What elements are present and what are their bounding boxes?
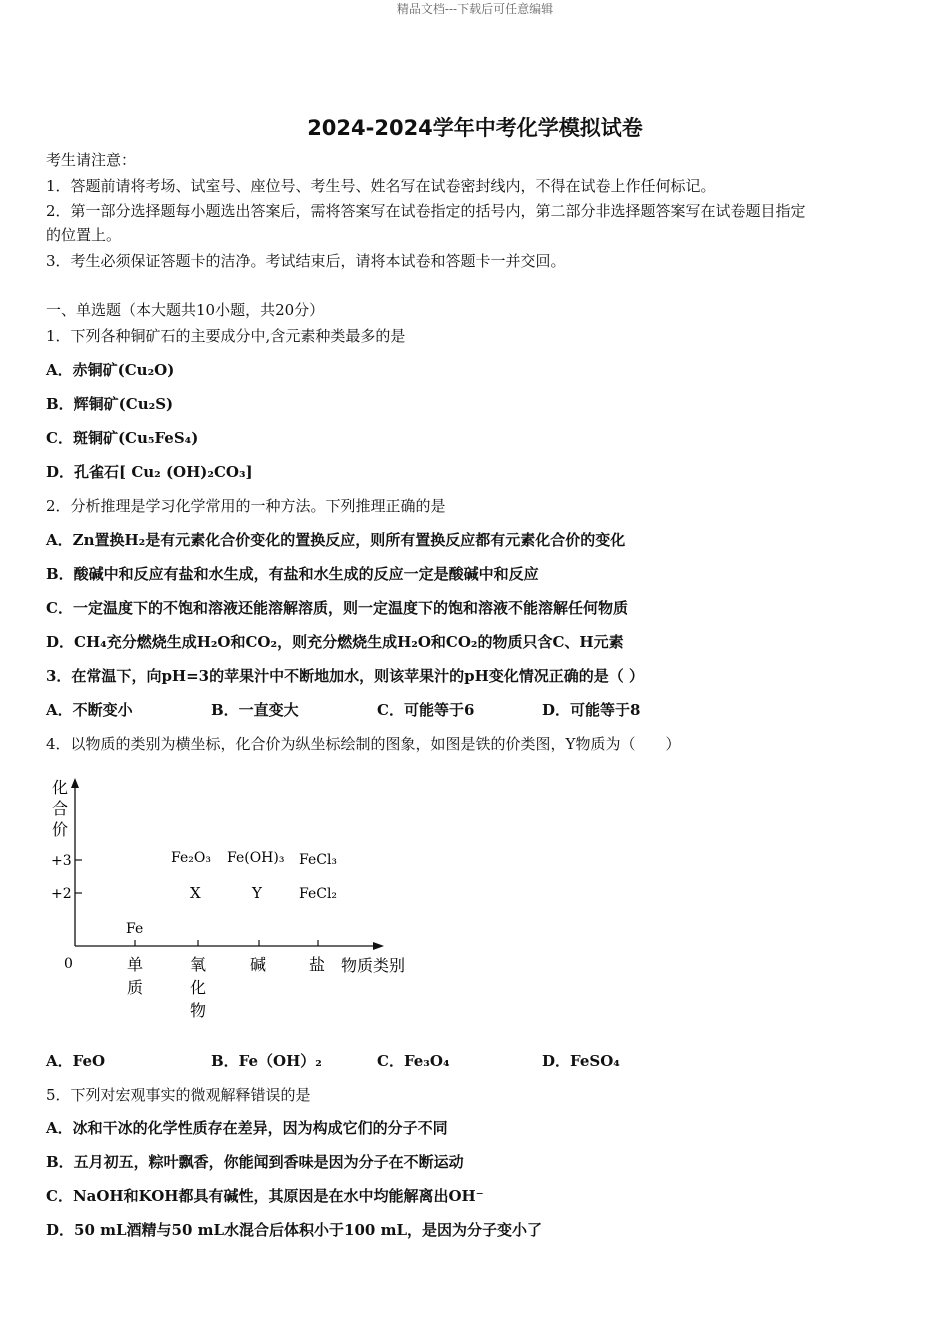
option-b: B．酸碱中和反应有盐和水生成，有盐和水生成的反应一定是酸碱中和反应 <box>46 565 539 583</box>
option-a: A．FeO <box>46 1052 106 1070</box>
question-stem: 4．以物质的类别为横坐标，化合价为纵坐标绘制的图象，如图是铁的价类图，Y物质为（ ） <box>46 735 681 753</box>
option-d: D．50 mL酒精与50 mL水混合后体积小于100 mL，是因为分子变小了 <box>46 1221 542 1239</box>
x-axis-label: 物质类别 <box>341 956 406 975</box>
notice-heading: 考生请注意： <box>46 151 137 169</box>
section-heading: 一、单选题（本大题共10小题，共20分） <box>46 301 325 319</box>
cell-fe: Fe <box>126 921 144 937</box>
option-d: D．可能等于8 <box>542 701 641 719</box>
option-b: B．五月初五，粽叶飘香，你能闻到香味是因为分子在不断运动 <box>46 1153 464 1171</box>
y-axis-arrow <box>71 778 79 788</box>
x-cat-char: 碱 <box>250 955 267 974</box>
cell-feoh3: Fe(OH)₃ <box>227 850 285 866</box>
y-label-char: 合 <box>52 799 69 818</box>
x-cat-char: 单 <box>127 955 144 974</box>
y-label-char: 化 <box>52 778 69 797</box>
cell-fecl2: FeCl₂ <box>299 886 338 902</box>
y-label-char: 价 <box>52 820 69 839</box>
question-stem: 5．下列对宏观事实的微观解释错误的是 <box>46 1086 311 1104</box>
option-d: D．CH₄充分燃烧生成H₂O和CO₂，则充分燃烧生成H₂O和CO₂的物质只含C、H元素 <box>46 633 624 651</box>
page-header: 精品文档---下载后可任意编辑 <box>396 2 554 16</box>
option-b: B．Fe（OH）₂ <box>211 1052 322 1070</box>
y-tick-label: +2 <box>51 886 72 902</box>
notice-item: 3．考生必须保证答题卡的洁净。考试结束后，请将本试卷和答题卡一并交回。 <box>46 252 566 270</box>
cell-y: Y <box>252 884 262 902</box>
x-axis-arrow <box>373 942 384 950</box>
origin-label: 0 <box>64 956 73 972</box>
notice-item: 2．第一部分选择题每小题选出答案后，需将答案写在试卷指定的括号内，第二部分非选择题答案写在试卷题目指定 <box>46 202 806 220</box>
cell-fe2o3: Fe₂O₃ <box>171 850 211 866</box>
x-cat-char: 化 <box>190 978 207 997</box>
option-b: B．辉铜矿(Cu₂S) <box>46 395 174 413</box>
option-d: D．FeSO₄ <box>542 1052 620 1070</box>
option-a: A．赤铜矿(Cu₂O) <box>46 361 175 379</box>
option-c: C．NaOH和KOH都具有碱性，其原因是在水中均能解离出OH⁻ <box>46 1187 484 1205</box>
option-b: B．一直变大 <box>211 701 299 719</box>
option-c: C．Fe₃O₄ <box>377 1052 450 1070</box>
x-cat-char: 物 <box>190 1001 207 1020</box>
notice-item: 1．答题前请将考场、试室号、座位号、考生号、姓名写在试卷密封线内，不得在试卷上作任何标记。 <box>46 177 716 195</box>
option-c: C．一定温度下的不饱和溶液还能溶解溶质，则一定温度下的饱和溶液不能溶解任何物质 <box>46 599 628 617</box>
x-cat-char: 氧 <box>190 955 207 974</box>
question-stem: 3．在常温下，向pH=3的苹果汁中不断地加水，则该苹果汁的pH变化情况正确的是（ ） <box>46 667 644 685</box>
cell-x: X <box>190 884 201 902</box>
option-a: A．Zn置换H₂是有元素化合价变化的置换反应，则所有置换反应都有元素化合价的变化 <box>46 531 626 549</box>
question-stem: 1．下列各种铜矿石的主要成分中,含元素种类最多的是 <box>46 327 406 345</box>
option-c: C．斑铜矿(Cu₅FeS₄) <box>46 429 199 447</box>
iron-valence-diagram <box>40 770 440 1030</box>
option-a: A．不断变小 <box>46 701 133 719</box>
notice-item: 的位置上。 <box>46 226 122 244</box>
option-d: D．孔雀石[ Cu₂ (OH)₂CO₃] <box>46 463 253 481</box>
y-tick-label: +3 <box>51 853 72 869</box>
question-stem: 2．分析推理是学习化学常用的一种方法。下列推理正确的是 <box>46 497 446 515</box>
cell-fecl3: FeCl₃ <box>299 852 338 868</box>
option-a: A．冰和干冰的化学性质存在差异，因为构成它们的分子不同 <box>46 1119 448 1137</box>
x-cat-char: 质 <box>127 978 144 997</box>
option-c: C．可能等于6 <box>377 701 475 719</box>
page-title: 2024-2024学年中考化学模拟试卷 <box>307 116 643 140</box>
x-cat-char: 盐 <box>309 955 326 974</box>
